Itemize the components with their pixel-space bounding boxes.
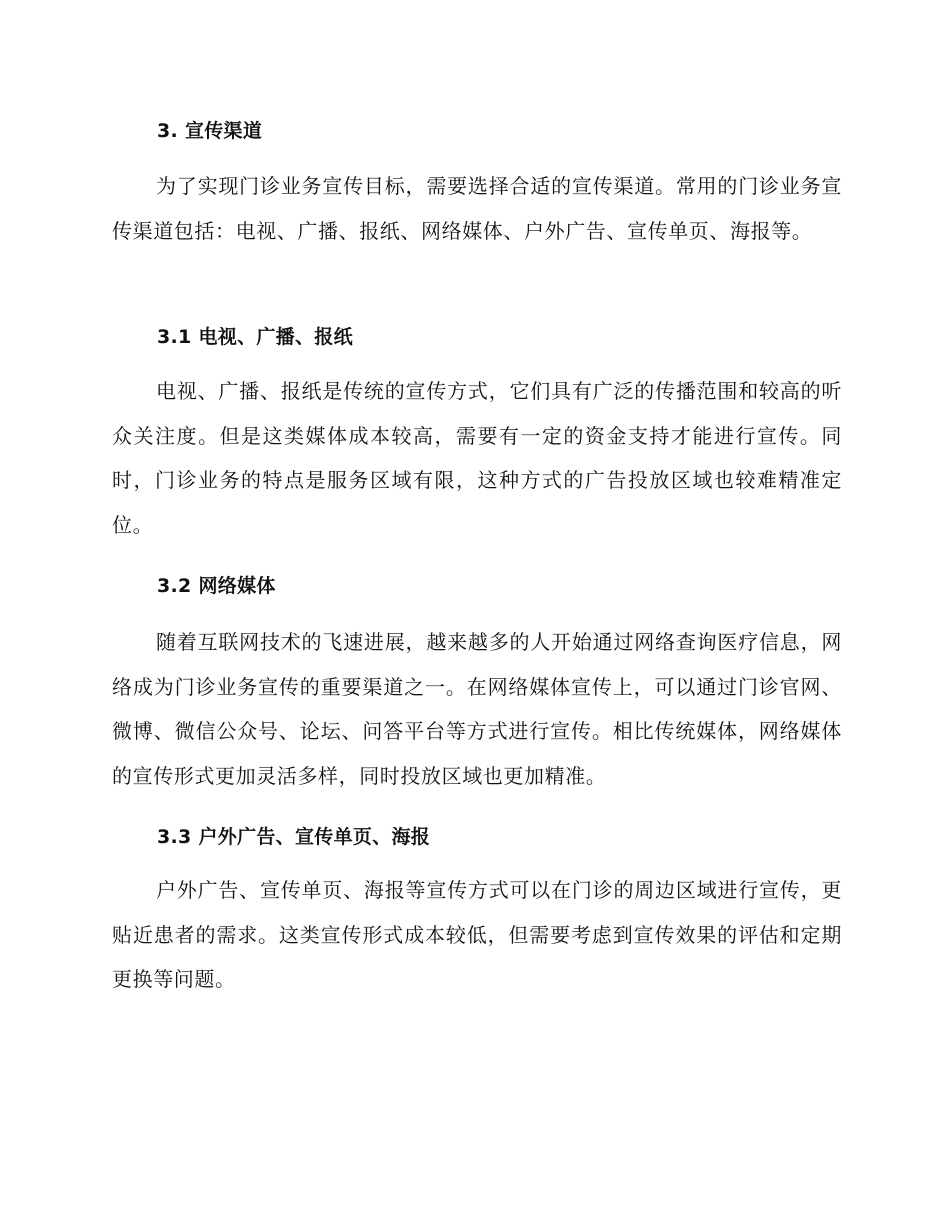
section-heading-outdoor-flyers-posters: 3.3 户外广告、宣传单页、海报 (157, 826, 431, 848)
section-heading-tv-radio-newspaper: 3.1 电视、广播、报纸 (157, 326, 353, 348)
section-paragraph-channels: 为了实现门诊业务宣传目标，需要选择合适的宣传渠道。常用的门诊业务宣传渠道包括：电视、广播、报纸、网络媒体、户外广告、宣传单页、海报等。 (112, 174, 842, 243)
section-paragraph-outdoor-flyers-posters: 户外广告、宣传单页、海报等宣传方式可以在门诊的周边区域进行宣传，更贴近患者的需求。这类宣传形式成本较低，但需要考虑到宣传效果的评估和定期更换等问题。 (112, 878, 842, 991)
section-paragraph-online-media: 随着互联网技术的飞速进展，越来越多的人开始通过网络查询医疗信息，网络成为门诊业务宣传的重要渠道之一。在网络媒体宣传上，可以通过门诊官网、微博、微信公众号、论坛、问答平台等方式进行宣传。相比传统媒体，网络媒体的宣传形式更加灵活多样，同时投放区域也更加精准。 (112, 630, 842, 788)
section-paragraph-tv-radio-newspaper: 电视、广播、报纸是传统的宣传方式，它们具有广泛的传播范围和较高的听众关注度。但是这类媒体成本较高，需要有一定的资金支持才能进行宣传。同时，门诊业务的特点是服务区域有限，这种方式的广告投放区域也较难精准定位。 (112, 379, 842, 537)
section-heading-channels: 3. 宣传渠道 (157, 120, 263, 142)
section-heading-online-media: 3.2 网络媒体 (157, 575, 276, 597)
